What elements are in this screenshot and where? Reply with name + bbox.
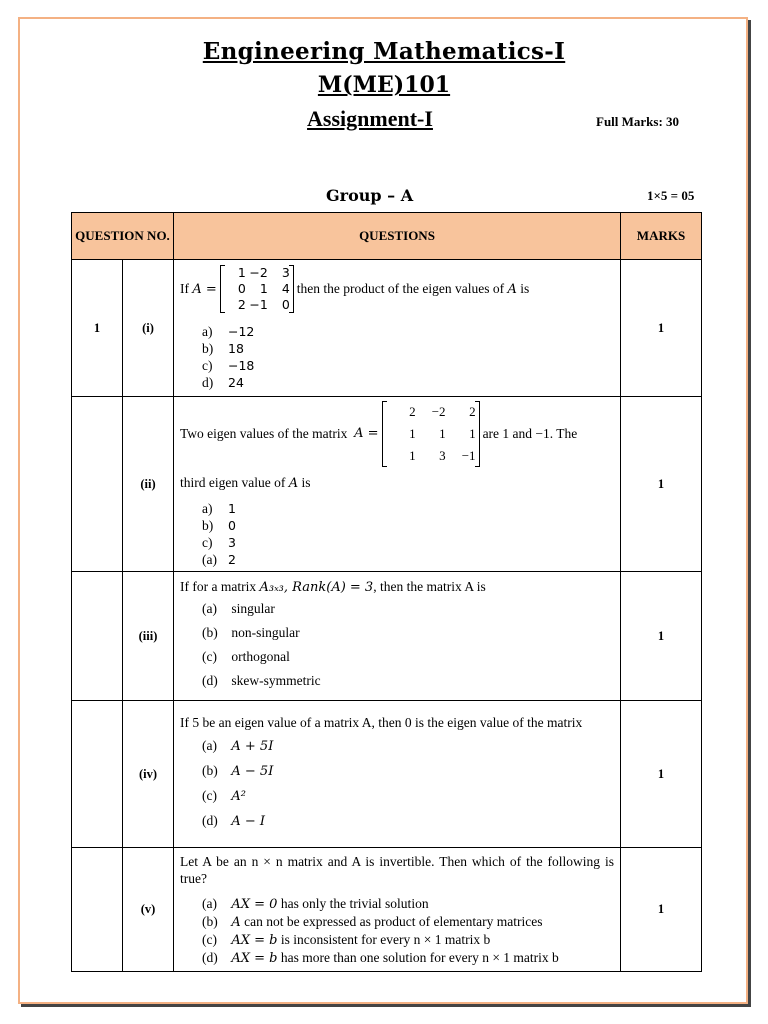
- matrix-grid: [224, 265, 290, 313]
- question-text: [174, 572, 621, 701]
- question-text: [174, 701, 621, 848]
- question-line2: third eigen value of A is: [180, 474, 311, 491]
- options-list: [180, 597, 614, 693]
- list-item: (d) AX = b has more than one solution for every n × 1 matrix b: [202, 949, 559, 966]
- matrix-entry: 1: [439, 425, 446, 441]
- list-item: (c) A²: [202, 788, 246, 804]
- table-row: [72, 397, 702, 572]
- matrix-entry: 1: [409, 447, 416, 463]
- sub-question-label: (v): [123, 848, 174, 972]
- matrix-grid: [386, 401, 476, 467]
- question-number-empty: [72, 848, 123, 972]
- question-number-empty: [72, 572, 123, 701]
- list-item: (d) skew-symmetric: [202, 673, 321, 688]
- list-item: (b) A can not be expressed as product of elementary matrices: [202, 913, 543, 930]
- marks-value: 1: [621, 701, 702, 848]
- matrix-entry: 1: [237, 265, 246, 280]
- header-question-no: QUESTION NO.: [72, 213, 174, 260]
- options-list: [180, 500, 614, 568]
- question-tail: are 1 and −1. The: [482, 425, 578, 441]
- matrix-entry: 0: [237, 281, 246, 296]
- question-text: [174, 397, 621, 572]
- list-item: a) −12: [202, 324, 255, 339]
- options-list: [180, 895, 614, 967]
- matrix-entry: −1: [249, 297, 268, 312]
- matrix-entry: −2: [249, 265, 268, 280]
- matrix: [220, 265, 294, 313]
- list-item: c) 3: [202, 534, 236, 550]
- matrix-entry: −2: [431, 403, 446, 419]
- list-item: (b) non-singular: [202, 625, 300, 640]
- matrix: [382, 401, 480, 467]
- question-lead: Two eigen values of the matrix: [180, 425, 348, 441]
- header-marks: MARKS: [621, 213, 702, 260]
- list-item: d) 24: [202, 375, 244, 390]
- table-row: [72, 848, 702, 972]
- marks-value: 1: [621, 848, 702, 972]
- question-lead: If: [180, 281, 189, 296]
- sub-question-label: (iii): [123, 572, 174, 701]
- matrix-entry: 2: [409, 403, 416, 419]
- question-number: 1: [72, 260, 123, 397]
- matrix-entry: 0: [281, 297, 290, 312]
- question-number-empty: [72, 701, 123, 848]
- question-var: A =: [192, 281, 217, 297]
- question-number-empty: [72, 397, 123, 572]
- table-header-row: [72, 213, 702, 260]
- list-item: (c) AX = b is inconsistent for every n × 1 matrix b: [202, 931, 491, 948]
- list-item: a) 1: [202, 500, 236, 516]
- list-item: (a) 2: [202, 551, 236, 567]
- matrix-entry: 3: [281, 265, 290, 280]
- list-item: b) 0: [202, 517, 236, 533]
- matrix-entry: 3: [439, 447, 446, 463]
- list-item: (c) orthogonal: [202, 649, 290, 664]
- question-tail: then the product of the eigen values of: [296, 281, 505, 296]
- assignment-title: Assignment-I: [307, 106, 433, 131]
- question-text: [174, 260, 621, 397]
- sub-question-label: (i): [123, 260, 174, 397]
- sub-question-label: (ii): [123, 397, 174, 572]
- matrix-entry: 2: [469, 403, 476, 419]
- list-item: c) −18: [202, 358, 255, 373]
- marks-value: 1: [621, 397, 702, 572]
- question-line: If for a matrix A₃ₓ₃, Rank(A) = 3, then the matrix A is: [180, 579, 486, 595]
- full-marks: Full Marks: 30: [596, 114, 680, 129]
- question-tail-end: is: [520, 281, 530, 296]
- options-list: [180, 323, 614, 391]
- question-line: Let A be an n × n matrix and A is invertible. Then which of the following is true?: [180, 853, 614, 886]
- list-item: (a) singular: [202, 601, 275, 616]
- question-text: [174, 848, 621, 972]
- header-questions: QUESTIONS: [174, 213, 621, 260]
- list-item: (b) A − 5I: [202, 763, 274, 779]
- group-title: Group – A: [326, 186, 414, 205]
- options-list: [180, 734, 614, 834]
- matrix-entry: −1: [461, 447, 476, 463]
- course-title: Engineering Mathematics-I: [202, 38, 566, 65]
- matrix-entry: 1: [409, 425, 416, 441]
- table-row: [72, 701, 702, 848]
- list-item: (a) A + 5I: [202, 738, 274, 754]
- list-item: (a) AX = 0 has only the trivial solution: [202, 895, 429, 912]
- question-tail-var: A: [507, 281, 517, 297]
- matrix-entry: 2: [237, 297, 246, 312]
- matrix-entry: 1: [469, 425, 476, 441]
- list-item: b) 18: [202, 341, 244, 356]
- group-marks: 1×5 = 05: [647, 188, 695, 203]
- marks-value: 1: [621, 260, 702, 397]
- table-row: [72, 572, 702, 701]
- question-line: If 5 be an eigen value of a matrix A, then 0 is the eigen value of the matrix: [180, 715, 583, 730]
- course-code: M(ME)101: [317, 72, 451, 98]
- matrix-entry: 1: [259, 281, 268, 296]
- list-item: (d) A − I: [202, 813, 266, 829]
- matrix-entry: 4: [281, 281, 290, 296]
- marks-value: 1: [621, 572, 702, 701]
- questions-table: [71, 212, 702, 972]
- question-var: A =: [354, 426, 379, 441]
- sub-question-label: (iv): [123, 701, 174, 848]
- table-row: [72, 260, 702, 397]
